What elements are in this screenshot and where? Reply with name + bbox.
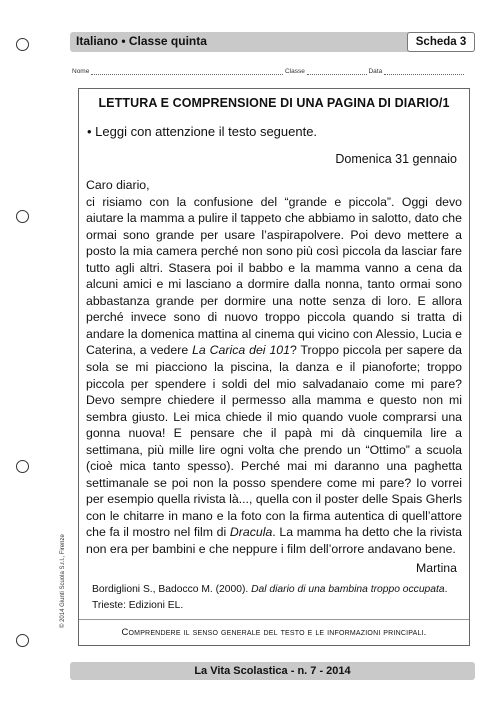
binder-hole-2 <box>16 210 29 223</box>
copyright-note: © 2014 Giunti Scuola S.r.l., Firenze <box>60 534 66 628</box>
classe-field[interactable] <box>307 68 367 75</box>
binder-hole-1 <box>16 38 29 51</box>
salutation: Caro diario, <box>86 178 150 192</box>
letter-body-3: . La mamma ha detto che la rivista non era per bambini e che neppure i film dell’orrore andavano bene. <box>86 525 462 557</box>
learning-goal: Comprendere il senso generale del testo e le informazioni principali. <box>121 627 427 638</box>
nome-label: Nome <box>72 68 90 75</box>
header-bar <box>70 32 475 52</box>
instruction: • Leggi con attenzione il testo seguente. <box>87 124 318 139</box>
student-fields-row <box>72 68 475 75</box>
citation-authors: Bordiglioni S., Badocco M. (2000). <box>92 584 252 595</box>
nome-field[interactable] <box>91 68 283 75</box>
scheda-badge: Scheda 3 <box>407 32 475 52</box>
letter-body <box>86 194 462 558</box>
data-field[interactable] <box>384 68 464 75</box>
exercise-title: LETTURA E COMPRENSIONE DI UNA PAGINA DI DIARIO/1 <box>98 96 450 110</box>
footer-bar: La Vita Scolastica - n. 7 - 2014 <box>70 662 475 680</box>
exercise-box <box>78 88 470 646</box>
signature: Martina <box>415 561 457 575</box>
letter-body-2: ? Troppo piccola per sapere da sola se mi piacciono la piscina, la danza e il pianoforte; troppo piccola per spendere i soldi del mio salvadanaio come mi pare? Devo sempre chiedere il permesso alla mamma e questo non mi sembra giusto. Lei mica chiede il mio quando vuole comprarsi una gonna nuova! E pensare che il papà mi dà cinquemila lire a settimana, più mille lire ogni volta che prendo un “Ottimo” a scuola (cioè mica tanto spesso). Perché mai mi daranno una paghetta settimanale se poi non la posso spendere come mi pare? Io vorrei per esempio quella rivista là..., quella con il poster delle Spais Gherls con le chitarre in mano e la foto con la firma autentica di quell’attore che fa il mostro nel film di <box>86 343 462 540</box>
citation <box>92 582 450 614</box>
subject-label: Italiano • Classe quinta <box>76 34 207 48</box>
film-title: La Carica dei 101 <box>192 343 290 358</box>
data-label: Data <box>368 68 383 75</box>
binder-hole-3 <box>16 460 29 473</box>
citation-rest: . Trieste: Edizioni EL. <box>92 584 448 611</box>
binder-hole-4 <box>16 634 29 647</box>
classe-label: Classe <box>284 68 305 75</box>
citation-title: Dal diario di una bambina troppo occupata <box>251 584 445 595</box>
letter-body-1: ci risiamo con la confusione del “grande e piccola”. Oggi devo aiutare la mamma a pulire il tappeto che abbiamo in salotto, dato che ormai sono grande per usare l’aspirapolvere. Poi devo mettere a posto la mia camera perché non sono più così piccola da lasciar fare tutto agli altri. Stasera poi il babbo e la mamma vanno a cena da alcuni amici e mi lasciano a dormire dalla nonna, tanto ormai sono abbastanza grande per dormire una notte senza di loro. E allora perché invece sono di nuovo troppo piccola quando si tratta di andare la domenica mattina al cinema qui vicino con Alessio, Lucia e Caterina, a vedere <box>86 194 462 358</box>
film-title-2: Dracula <box>229 525 273 540</box>
diary-date: Domenica 31 gennaio <box>335 152 457 166</box>
diary-letter <box>86 177 462 558</box>
divider <box>79 619 469 620</box>
